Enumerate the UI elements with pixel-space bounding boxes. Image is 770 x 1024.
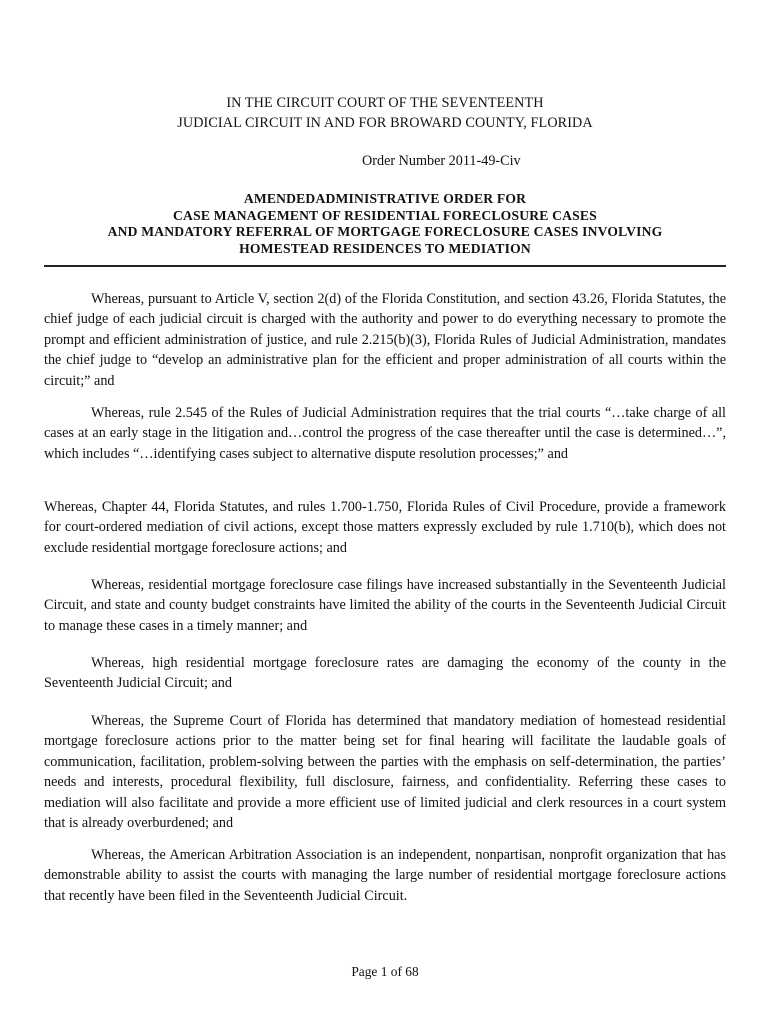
whereas-paragraph-3: Whereas, Chapter 44, Florida Statutes, and rules 1.700-1.750, Florida Rules of Civil Procedure, provide a framework for court-ordered mediation of civil actions, except those matters expressly excluded by rule 1.710(b), which does not exclude residential mortgage foreclosure actions; and (44, 499, 726, 556)
order-title-line-2: CASE MANAGEMENT OF RESIDENTIAL FORECLOSURE CASES (173, 207, 597, 223)
court-caption-line-1: IN THE CIRCUIT COURT OF THE SEVENTEENTH (226, 95, 544, 111)
court-caption (0, 94, 770, 133)
order-number: Order Number 2011-49-Civ (362, 153, 521, 169)
whereas-paragraph-4: Whereas, residential mortgage foreclosure case filings have increased substantially in the Seventeenth Judicial Circuit, and state and county budget constraints have limited the ability of the courts in the Seventeenth Judicial Circuit to manage these cases in a timely manner; and (44, 577, 726, 634)
court-caption-line-2: JUDICIAL CIRCUIT IN AND FOR BROWARD COUNTY, FLORIDA (177, 114, 593, 131)
order-title (0, 191, 770, 257)
order-title-line-4: HOMESTEAD RESIDENCES TO MEDIATION (239, 240, 531, 256)
whereas-paragraph-1: Whereas, pursuant to Article V, section 2(d) of the Florida Constitution, and section 43.26, Florida Statutes, the chief judge of each judicial circuit is charged with the authority and power to do everything necessary to promote the prompt and efficient administration of justice, and rule 2.215(b)(3), Florida Rules of Judicial Administration, mandates the chief judge to “develop an administrative plan for the efficient and proper administration of all courts within the circuit;” and (44, 291, 726, 389)
order-title-line-3: AND MANDATORY REFERRAL OF MORTGAGE FORECLOSURE CASES INVOLVING (107, 224, 663, 240)
whereas-paragraph-2: Whereas, rule 2.545 of the Rules of Judicial Administration requires that the trial courts “…take charge of all cases at an early stage in the litigation and…control the progress of the case thereafter until the case is determined…”, which includes “…identifying cases subject to alternative dispute resolution processes;” and (44, 405, 726, 462)
order-title-line-1: AMENDEDADMINISTRATIVE ORDER FOR (243, 191, 527, 206)
page-number: Page 1 of 68 (351, 964, 419, 979)
title-divider (44, 265, 726, 267)
whereas-paragraph-6: Whereas, the Supreme Court of Florida has determined that mandatory mediation of homestead residential mortgage foreclosure actions prior to the matter being set for final hearing will facilitate the laudable goals of communication, facilitation, problem-solving between the parties with the emphasis on self-determination, the parties’ needs and interests, procedural flexibility, full disclosure, fairness, and confidentiality. Referring these cases to mediation will also facilitate and provide a more efficient use of limited judicial and clerk resources in a court system that is already overburdened; and (44, 713, 726, 832)
whereas-paragraph-5: Whereas, high residential mortgage foreclosure rates are damaging the economy of the county in the Seventeenth Judicial Circuit; and (44, 655, 726, 692)
whereas-paragraph-7: Whereas, the American Arbitration Association is an independent, nonpartisan, nonprofit organization that has demonstrable ability to assist the courts with managing the large number of residential mortgage foreclosure actions that recently have been filed in the Seventeenth Judicial Circuit. (44, 847, 726, 904)
